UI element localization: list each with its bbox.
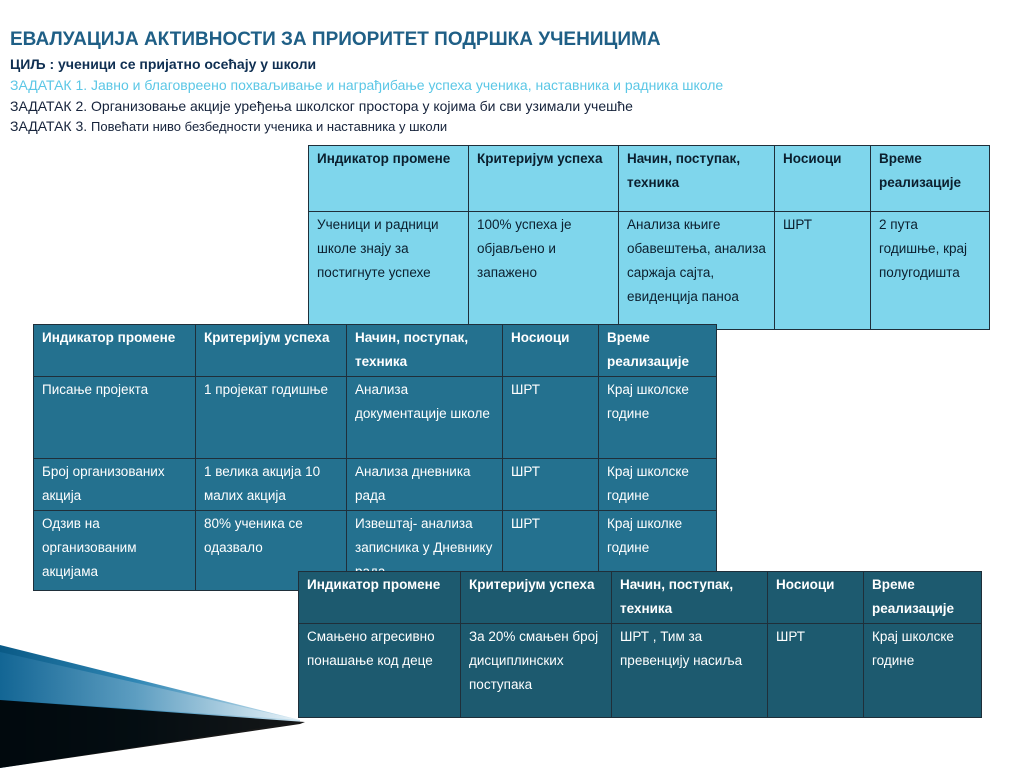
- table-cell: ШРТ: [775, 212, 871, 330]
- table-header-row: [309, 146, 990, 212]
- table-cell: Крај школске године: [864, 624, 982, 718]
- header-holders: Носиоци: [503, 325, 599, 377]
- table-cell: ШРТ: [503, 511, 599, 591]
- table-row: [34, 377, 717, 459]
- table-cell: Крај школске године: [599, 377, 717, 459]
- table-cell: Смањено агресивно понашање код деце: [299, 624, 461, 718]
- header-holders: Носиоци: [768, 572, 864, 624]
- header-indicator: Индикатор промене: [34, 325, 196, 377]
- table-cell: Одзив на организованим акцијама: [34, 511, 196, 591]
- table-cell: Писање пројекта: [34, 377, 196, 459]
- table-cell: Број организованих акција: [34, 459, 196, 511]
- header-time: Време реализације: [864, 572, 982, 624]
- task-2: ЗАДАТАК 2. Организовање акције уређења школског простора у којима би сви узимали учешће: [10, 98, 633, 114]
- table-cell: ШРТ: [503, 459, 599, 511]
- table-cell: ШРТ , Тим за превенцију насиља: [612, 624, 768, 718]
- table-cell: 1 пројекат годишње: [196, 377, 347, 459]
- table-cell: Анализа документације школе: [347, 377, 503, 459]
- table-cell: 100% успеха је објављено и запажено: [469, 212, 619, 330]
- table-cell: 2 пута годишње, крај полугодишта: [871, 212, 990, 330]
- table-header-row: [34, 325, 717, 377]
- evaluation-table-task-2: [33, 324, 717, 591]
- table-cell: Анализа дневника рада: [347, 459, 503, 511]
- header-time: Време реализације: [871, 146, 990, 212]
- table-header-row: [299, 572, 982, 624]
- table-cell: ШРТ: [768, 624, 864, 718]
- header-criterion: Критеријум успеха: [196, 325, 347, 377]
- table-row: [309, 212, 990, 330]
- evaluation-table-task-1: [308, 145, 990, 330]
- table-cell: Крај школске године: [599, 459, 717, 511]
- table-cell: Извештај- анализа записника у Дневнику: [347, 511, 503, 591]
- header-method: Начин, поступак, техника: [619, 146, 775, 212]
- task-3-label: ЗАДАТАК 3.: [10, 118, 92, 134]
- task-1: ЗАДАТАК 1. Јавно и благовреено похваљивање и награђибање успеха ученика, наставника и радника школе: [10, 77, 724, 93]
- table-cell: Анализа књиге обавештења, анализа саржаја сајта, евиденција паноа: [619, 212, 775, 330]
- header-criterion: Критеријум успеха: [461, 572, 612, 624]
- goal-text: ЦИЉ : ученици се пријатно осећају у школи: [10, 56, 317, 72]
- table-cell: 80% ученика се одазвало: [196, 511, 347, 591]
- table-cell: ШРТ: [503, 377, 599, 459]
- header-indicator: Индикатор промене: [309, 146, 469, 212]
- header-method: Начин, поступак, техника: [612, 572, 768, 624]
- table-cell: Ученици и радници школе знају за постигнуте успехе: [309, 212, 469, 330]
- header-criterion: Критеријум успеха: [469, 146, 619, 212]
- task-3: [10, 118, 447, 134]
- page-title: ЕВАЛУАЦИЈА АКТИВНОСТИ ЗА ПРИОРИТЕТ ПОДРШКА УЧЕНИЦИМА: [10, 29, 661, 50]
- table-cell: За 20% смањен број дисциплинских поступака: [461, 624, 612, 718]
- table-cell: 1 велика акција 10 малих акција: [196, 459, 347, 511]
- header-holders: Носиоци: [775, 146, 871, 212]
- header-indicator: Индикатор промене: [299, 572, 461, 624]
- header-time: Време реализације: [599, 325, 717, 377]
- table-row: [34, 459, 717, 511]
- header-method: Начин, поступак, техника: [347, 325, 503, 377]
- task-3-text: Повећати ниво безбедности ученика и наставника у школи: [91, 119, 448, 134]
- evaluation-table-task-3: [298, 571, 982, 718]
- table-row: [299, 624, 982, 718]
- table-cell: Крај школке године: [599, 511, 717, 591]
